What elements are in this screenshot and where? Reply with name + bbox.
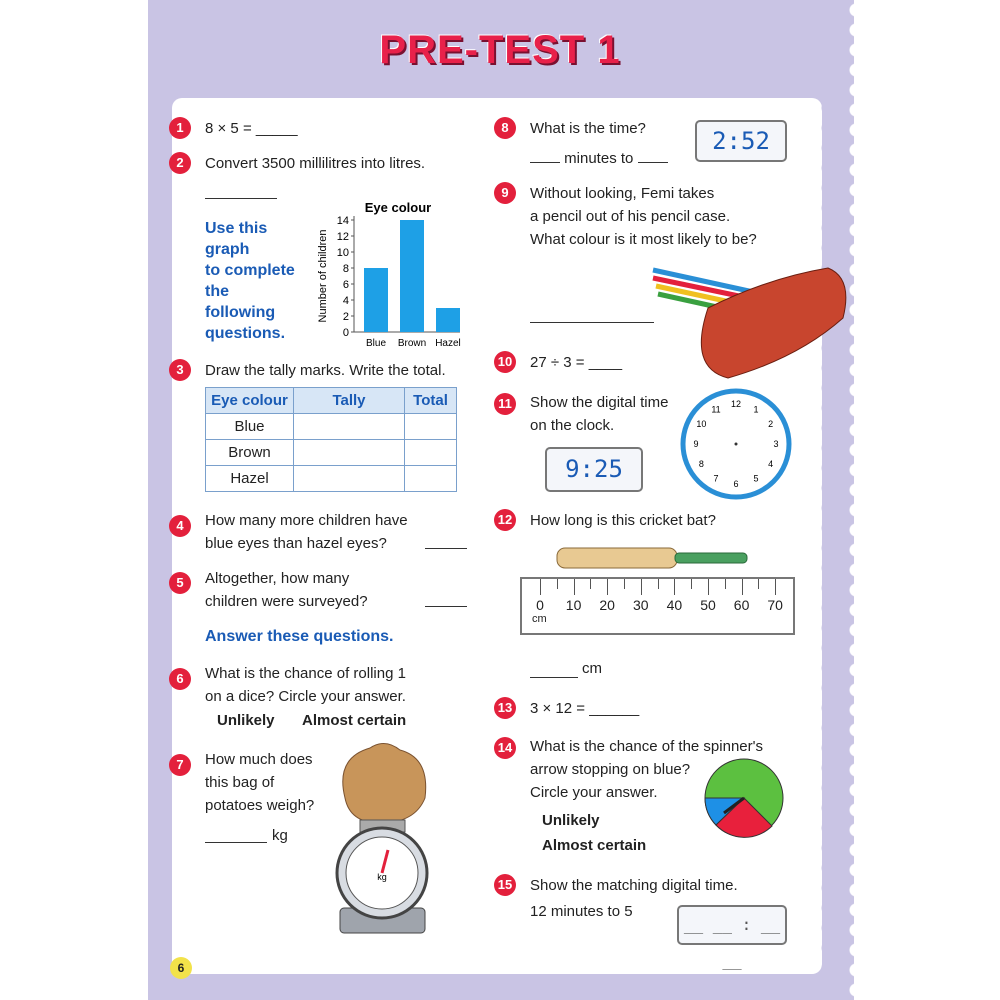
option-unlikely[interactable]: Unlikely	[542, 812, 600, 829]
header-tally: Tally	[294, 388, 405, 414]
ruler-tick	[775, 579, 776, 595]
q8-answer[interactable]	[530, 147, 668, 170]
q12-answer-blank[interactable]	[530, 677, 578, 678]
scalloped-edge	[844, 0, 856, 1000]
ruler-tick	[758, 579, 759, 589]
header-eye-colour: Eye colour	[206, 388, 294, 414]
q3-text: Draw the tally marks. Write the total.	[205, 362, 446, 379]
row-label: Brown	[206, 440, 294, 466]
line: What colour is it most likely to be?	[530, 231, 757, 248]
instruction-line: graph	[205, 241, 250, 258]
pencil-case-image	[648, 258, 858, 383]
line: How many more children have	[205, 512, 408, 529]
line: potatoes weigh?	[205, 797, 315, 814]
ruler-tick	[607, 579, 608, 595]
q1-text: 8 × 5 = _____	[205, 120, 298, 137]
analogue-clock[interactable]	[680, 388, 792, 500]
q15-subtext: 12 minutes to 5	[530, 903, 633, 920]
y-tick-label: 14	[336, 215, 349, 227]
ruler-label: 50	[700, 597, 716, 613]
instruction-line: questions.	[205, 325, 286, 342]
question-number: 3	[169, 359, 191, 381]
ruler-tick	[557, 579, 558, 589]
tally-cell[interactable]	[294, 440, 405, 466]
ruler-label: 40	[666, 597, 683, 613]
question-number: 14	[494, 737, 516, 759]
line: this bag of	[205, 774, 275, 791]
q7-text	[205, 748, 314, 817]
q11-text	[530, 391, 668, 437]
ruler-label: 30	[633, 597, 649, 613]
question-number: 11	[494, 393, 516, 415]
q10-text: 27 ÷ 3 = ____	[530, 354, 623, 371]
bar-brown	[400, 220, 424, 332]
row-label: Hazel	[206, 466, 294, 492]
y-tick-label: 4	[342, 295, 349, 307]
q4-answer-blank[interactable]	[425, 548, 467, 549]
line: How much does	[205, 751, 313, 768]
q5-answer-blank[interactable]	[425, 606, 467, 607]
total-cell[interactable]	[405, 440, 457, 466]
q4-text	[205, 509, 408, 555]
page-number: 6	[170, 957, 192, 979]
instruction-line: Use this	[205, 220, 268, 237]
ruler-tick	[742, 579, 743, 595]
clock-number: 7	[713, 473, 719, 484]
line: on a dice? Circle your answer.	[205, 688, 406, 705]
ruler-label: 70	[767, 597, 783, 613]
line: arrow stopping on blue?	[530, 761, 691, 778]
y-tick-label: 12	[336, 231, 349, 243]
digital-clock-display: 2:52	[695, 120, 787, 162]
cricket-bat-image	[555, 545, 750, 571]
line: children were surveyed?	[205, 593, 368, 610]
clock-number: 2	[768, 419, 774, 429]
instruction-line: following	[205, 304, 276, 321]
clock-number: 3	[773, 439, 779, 449]
question-number: 4	[169, 515, 191, 537]
clock-number: 5	[753, 473, 759, 484]
line: What is the chance of rolling 1	[205, 665, 406, 682]
answer-heading: Answer these questions.	[205, 628, 394, 645]
ruler-label: 0	[536, 597, 544, 613]
bar-blue	[364, 268, 388, 332]
option-almost-certain[interactable]: Almost certain	[542, 837, 647, 854]
digital-time-display: 9:25	[545, 447, 643, 492]
potato-scale-image	[325, 738, 440, 938]
q2-answer-blank[interactable]	[205, 198, 277, 199]
ruler-tick	[540, 579, 541, 595]
chart-ylabel: Number of children	[317, 229, 329, 323]
row-label: Blue	[206, 414, 294, 440]
question-number: 2	[169, 152, 191, 174]
instruction-line: to complete	[205, 262, 295, 279]
ruler-label: 20	[599, 597, 615, 613]
option-unlikely[interactable]: Unlikely	[217, 712, 275, 729]
q2-text: Convert 3500 millilitres into litres.	[205, 155, 426, 172]
q12-text: How long is this cricket bat?	[530, 512, 716, 529]
q15-text: Show the matching digital time.	[530, 877, 738, 894]
page-title: PRE-TEST 1	[379, 28, 621, 72]
q7-answer-blank[interactable]	[205, 842, 267, 843]
ruler	[520, 577, 795, 635]
y-tick-label: 0	[342, 327, 349, 339]
line: Show the digital time	[530, 394, 669, 411]
tally-table	[205, 387, 457, 492]
q9-text	[530, 182, 757, 251]
q9-answer-blank[interactable]	[530, 322, 654, 323]
tally-cell[interactable]	[294, 414, 405, 440]
y-tick-label: 8	[342, 263, 349, 275]
ruler-tick	[725, 579, 726, 589]
y-tick-label: 6	[342, 279, 349, 291]
option-almost-certain[interactable]: Almost certain	[302, 712, 407, 729]
clock-number: 8	[698, 459, 704, 469]
q7-unit: kg	[272, 827, 288, 844]
question-number: 9	[494, 182, 516, 204]
q8-answer-label: minutes to	[564, 150, 634, 167]
header-total: Total	[405, 388, 457, 414]
total-cell[interactable]	[405, 414, 457, 440]
q13-text: 3 × 12 = ______	[530, 700, 640, 717]
bar-hazel	[436, 308, 460, 332]
ruler-tick	[641, 579, 642, 595]
question-number: 15	[494, 874, 516, 896]
x-tick-label: Brown	[397, 338, 427, 349]
clock-number: 4	[768, 459, 774, 469]
spinner	[702, 755, 786, 841]
line: a pencil out of his pencil case.	[530, 208, 731, 225]
q8-text: What is the time?	[530, 120, 646, 137]
line: blue eyes than hazel eyes?	[205, 535, 387, 552]
clock-number: 1	[753, 404, 759, 415]
question-number: 5	[169, 572, 191, 594]
x-tick-label: Blue	[365, 338, 387, 349]
y-tick-label: 10	[336, 247, 349, 259]
q12-unit: cm	[582, 660, 602, 677]
ruler-tick	[624, 579, 625, 589]
line: on the clock.	[530, 417, 615, 434]
ruler-tick	[691, 579, 692, 589]
line: What is the chance of the spinner's	[530, 738, 763, 755]
line: Without looking, Femi takes	[530, 185, 715, 202]
question-number: 12	[494, 509, 516, 531]
ruler-unit: cm	[532, 613, 547, 625]
question-number: 8	[494, 117, 516, 139]
clock-number: 10	[696, 419, 707, 429]
chart-title: Eye colour	[364, 200, 432, 215]
clock-number: 9	[693, 439, 699, 449]
ruler-tick	[674, 579, 675, 595]
clock-number: 6	[733, 479, 739, 489]
graph-instruction	[205, 218, 295, 344]
ruler-label: 10	[565, 597, 582, 613]
line: Altogether, how many	[205, 570, 350, 587]
svg-text:kg: kg	[377, 872, 387, 882]
eye-colour-chart	[310, 196, 465, 354]
question-number: 6	[169, 668, 191, 690]
question-number: 1	[169, 117, 191, 139]
clock-number: 12	[730, 399, 742, 409]
total-cell[interactable]	[405, 466, 457, 492]
ruler-tick	[658, 579, 659, 589]
question-number: 10	[494, 351, 516, 373]
x-tick-label: Hazel	[435, 338, 461, 349]
ruler-tick	[708, 579, 709, 595]
question-number: 7	[169, 754, 191, 776]
digital-time-answer-box[interactable]: __ __ : __ __	[677, 905, 787, 945]
instruction-line: the	[205, 283, 229, 300]
ruler-label: 60	[733, 597, 750, 613]
ruler-tick	[574, 579, 575, 595]
q6-text	[205, 662, 406, 708]
question-number: 13	[494, 697, 516, 719]
card-scalloped-edge	[814, 98, 828, 974]
ruler-tick	[590, 579, 591, 589]
y-tick-label: 2	[342, 311, 349, 323]
clock-number: 11	[711, 404, 721, 415]
q5-text	[205, 567, 368, 613]
line: Circle your answer.	[530, 784, 658, 801]
tally-cell[interactable]	[294, 466, 405, 492]
